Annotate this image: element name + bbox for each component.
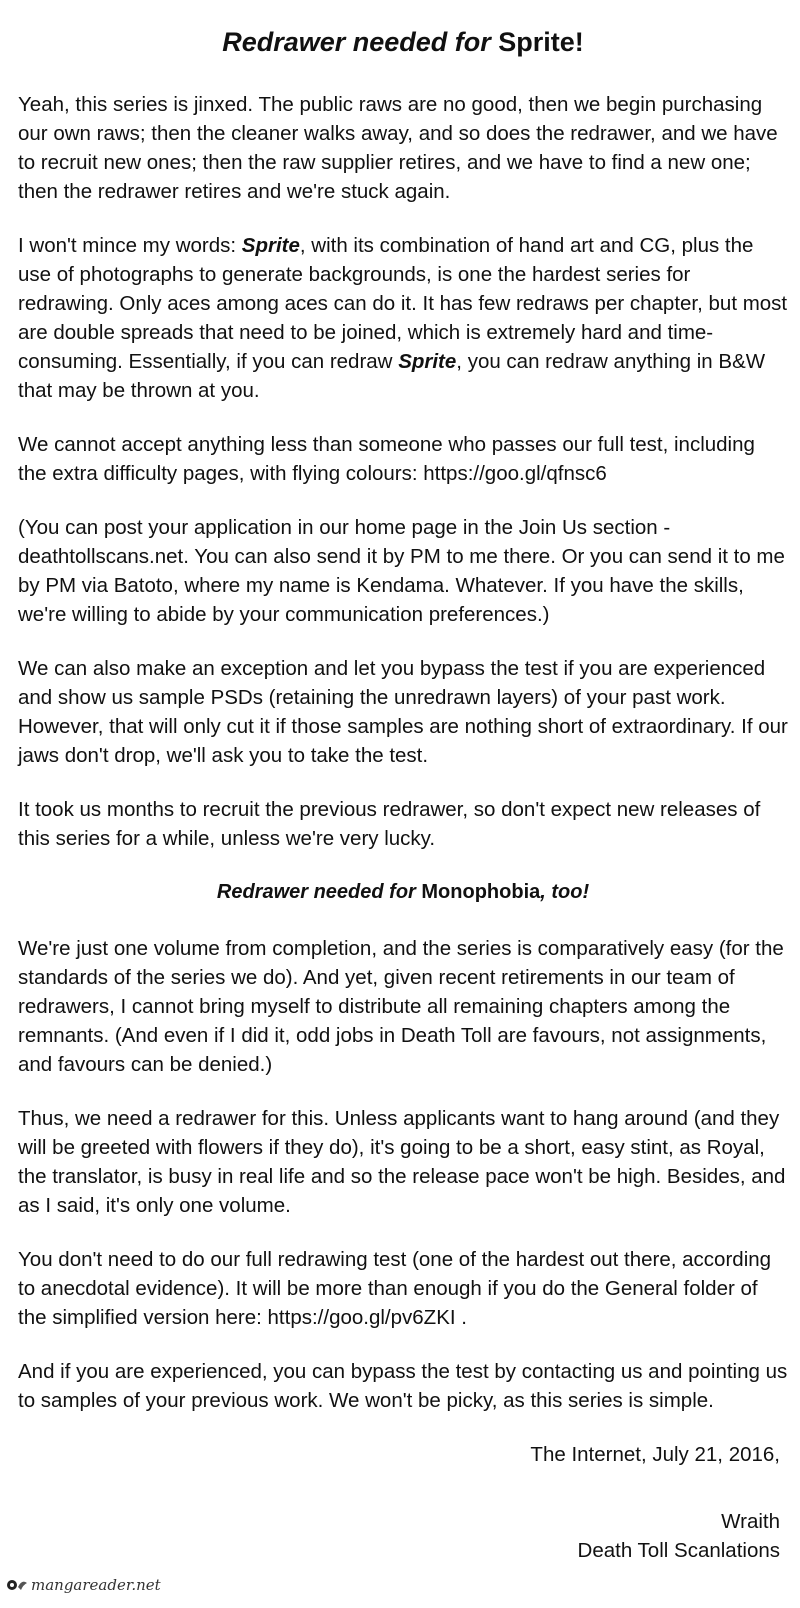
paragraph-jinxed: Yeah, this series is jinxed. The public raws are no good, then we begin purchasing our own raws; then the cleaner walks away, and so does the redrawer, and we have to recruit new ones; then the raw supplier retires, and we have to find a new one; then the redrawer retires and we're stuck again. xyxy=(18,93,778,203)
signoff-group: Death Toll Scanlations xyxy=(577,1539,780,1562)
signoff-name: Wraith xyxy=(721,1510,780,1533)
series-name-emphasis: Sprite xyxy=(398,350,457,373)
paragraph-completion: We're just one volume from completion, and the series is comparatively easy (for the standards of the series we do). And yet, given recent retirements in our team of redrawers, I cannot bring myself to distribute all remaining chapters among the remnants. (And even if I did it, odd jobs in Death Toll are favours, not assignments, and favours can be denied.) xyxy=(18,937,784,1076)
main-title xyxy=(18,22,788,62)
paragraph-simplified-test: You don't need to do our full redrawing test (one of the hardest out there, according to anecdotal evidence). It will be more than enough if you do the General folder of the simplified version here: https://goo.gl/pv6ZKI . xyxy=(18,1248,772,1329)
signoff xyxy=(18,1440,788,1565)
watermark xyxy=(6,1576,161,1594)
subheading-monophobia: Redrawer needed for Monophobia, too! xyxy=(216,881,590,903)
paragraph-exception: We can also make an exception and let you bypass the test if you are experienced and show us sample PSDs (retaining the unredrawn layers) of your past work. However, that will only cut it if those samples are nothing short of extraordinary. If our jaws don't drop, we'll ask you to take the test. xyxy=(18,657,788,767)
paragraph-need-redrawer: Thus, we need a redrawer for this. Unless applicants want to hang around (and they will be greeted with flowers if they do), it's going to be a short, easy stint, as Royal, the translator, is busy in real life and so the release pace won't be high. Besides, and as I said, it's only one volume. xyxy=(18,1107,786,1217)
series-name-emphasis: Sprite xyxy=(241,234,300,257)
paragraph-bypass: And if you are experienced, you can bypass the test by contacting us and pointing us to samples of your previous work. We won't be picky, as this series is simple. xyxy=(18,1360,788,1412)
paragraph-difficulty: I won't mince my words: Sprite, with its combination of hand art and CG, plus the use of photographs to generate backgrounds, is one the hardest series for redrawing. Only aces among aces can do it. It has few redraws per chapter, but most are double spreads that need to be joined, which is extremely hard and time-consuming. Essentially, if you can redraw Sprite, you can redraw anything in B&W that may be thrown at you. xyxy=(18,234,788,402)
paragraph-months: It took us months to recruit the previous redrawer, so don't expect new releases of this series for a while, unless we're very lucky. xyxy=(18,798,761,850)
paragraph-test-link: We cannot accept anything less than someone who passes our full test, including the extra difficulty pages, with flying colours: https://goo.gl/qfnsc6 xyxy=(18,433,755,485)
main-title-prefix: Redrawer needed for xyxy=(222,27,499,57)
watermark-logo-icon xyxy=(6,1577,28,1593)
watermark-text: mangareader.net xyxy=(31,1576,161,1594)
notice-document xyxy=(18,22,788,1565)
signoff-date: The Internet, July 21, 2016, xyxy=(530,1443,780,1466)
paragraph-application: (You can post your application in our home page in the Join Us section - deathtollscans.net. You can also send it by PM to me there. Or you can send it to me by PM via Batoto, where my name is Kendama. Whatever. If you have the skills, we're willing to abide by your communication preferences.) xyxy=(18,516,785,626)
main-title-name: Sprite! xyxy=(498,27,584,57)
